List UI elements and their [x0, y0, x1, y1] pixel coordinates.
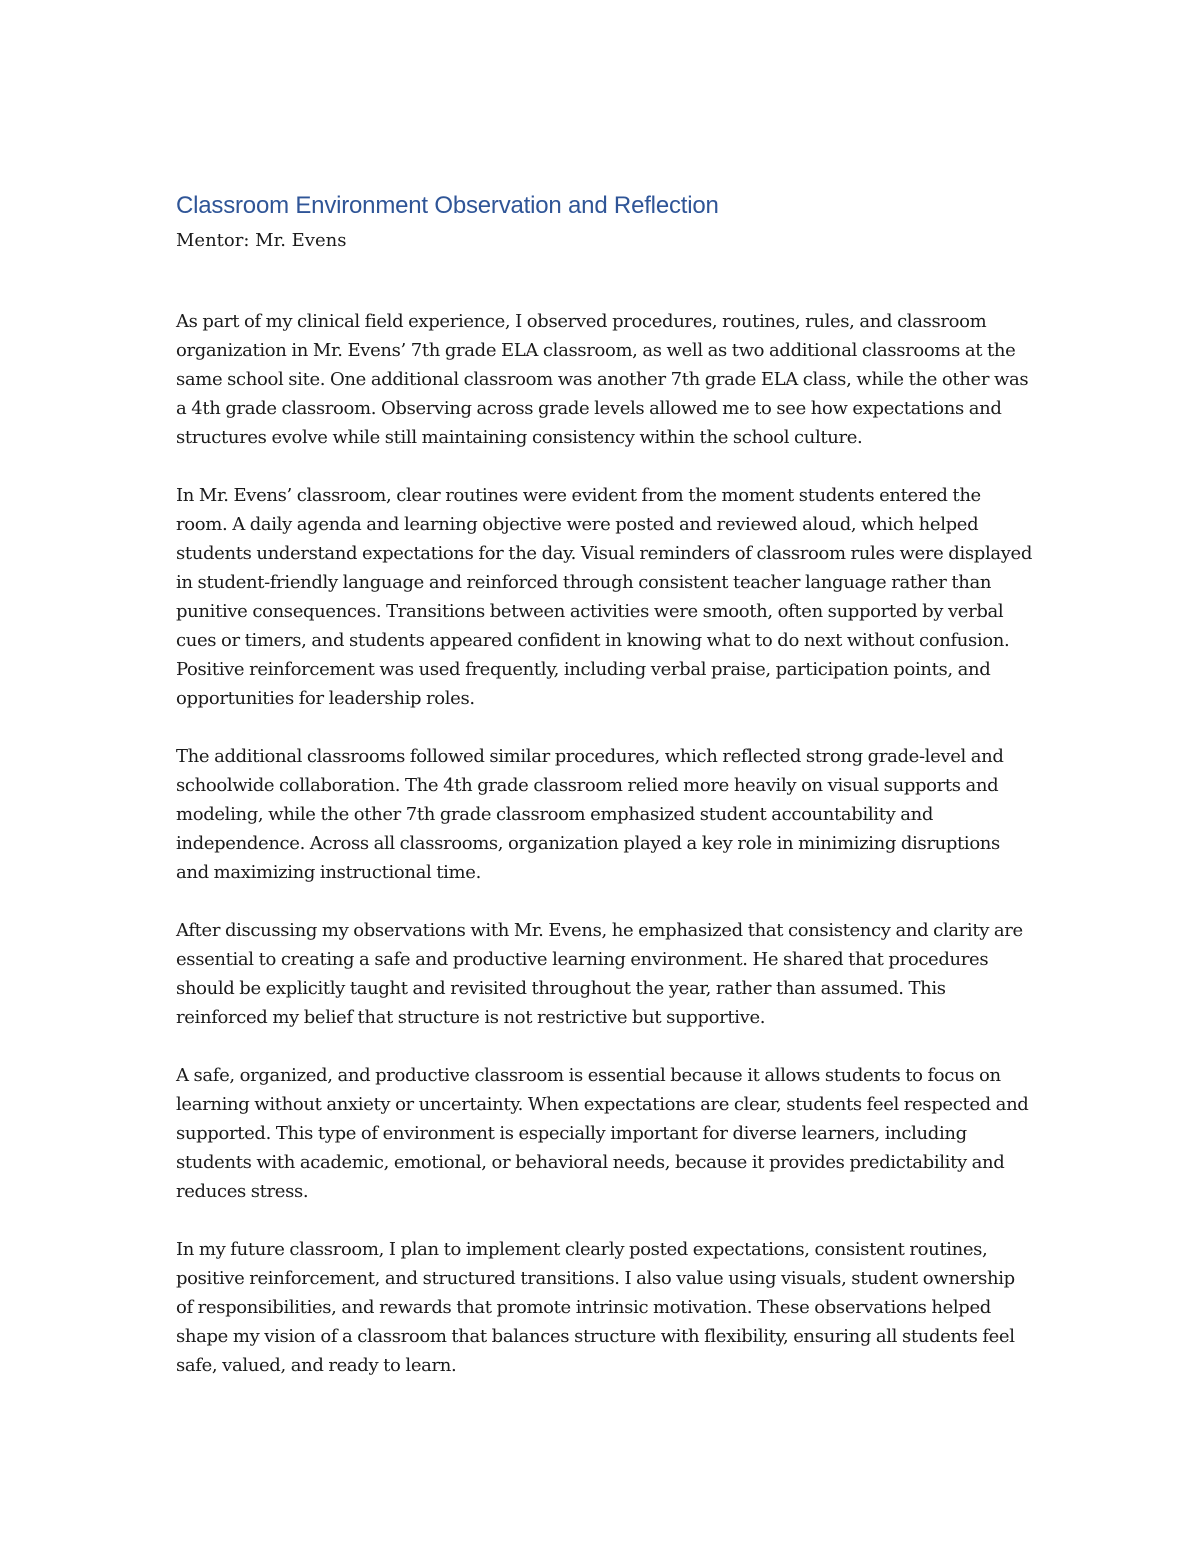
paragraph-safe-classroom: A safe, organized, and productive classroom is essential because it allows students to focus on learning without anxiety or uncertainty. When expectations are clear, students feel respected and supported. This type of environment is especially important for diverse learners, including students with academic, emotional, or behavioral needs, because it provides predictability and reduces stress. — [176, 1065, 1029, 1202]
document-body — [176, 188, 1036, 1380]
document-title: Classroom Environment Observation and Reflection — [176, 192, 719, 219]
paragraph-mentor-discussion: After discussing my observations with Mr. Evens, he emphasized that consistency and clarity are essential to creating a safe and productive learning environment. He shared that procedures should be explicitly taught and revisited throughout the year, rather than assumed. This reinforced my belief that structure is not restrictive but supportive. — [176, 920, 1023, 1028]
paragraph-additional-classrooms: The additional classrooms followed similar procedures, which reflected strong grade-level and schoolwide collaboration. The 4th grade classroom relied more heavily on visual supports and modeling, while the other 7th grade classroom emphasized student accountability and independence. Across all classrooms, organization played a key role in minimizing disruptions and maximizing instructional time. — [176, 746, 1004, 883]
paragraph-future-classroom: In my future classroom, I plan to implement clearly posted expectations, consistent routines, positive reinforcement, and structured transitions. I also value using visuals, student ownership of responsibilities, and rewards that promote intrinsic motivation. These observations helped shape my vision of a classroom that balances structure with flexibility, ensuring all students feel safe, valued, and ready to learn. — [176, 1239, 1015, 1376]
paragraph-intro: As part of my clinical field experience, I observed procedures, routines, rules, and classroom organization in Mr. Evens’ 7th grade ELA classroom, as well as two additional classrooms at the same school site. One additional classroom was another 7th grade ELA class, while the other was a 4th grade classroom. Observing across grade levels allowed me to see how expectations and structures evolve while still maintaining consistency within the school culture. — [176, 311, 1029, 448]
paragraph-mentor-classroom: In Mr. Evens’ classroom, clear routines were evident from the moment students entered the room. A daily agenda and learning objective were posted and reviewed aloud, which helped students understand expectations for the day. Visual reminders of classroom rules were displayed in student-friendly language and reinforced through consistent teacher language rather than punitive consequences. Transitions between activities were smooth, often supported by verbal cues or timers, and students appeared confident in knowing what to do next without confusion. Positive reinforcement was used frequently, including verbal praise, participation points, and opportunities for leadership roles. — [176, 485, 1033, 709]
mentor-line: Mentor: Mr. Evens — [176, 230, 347, 251]
